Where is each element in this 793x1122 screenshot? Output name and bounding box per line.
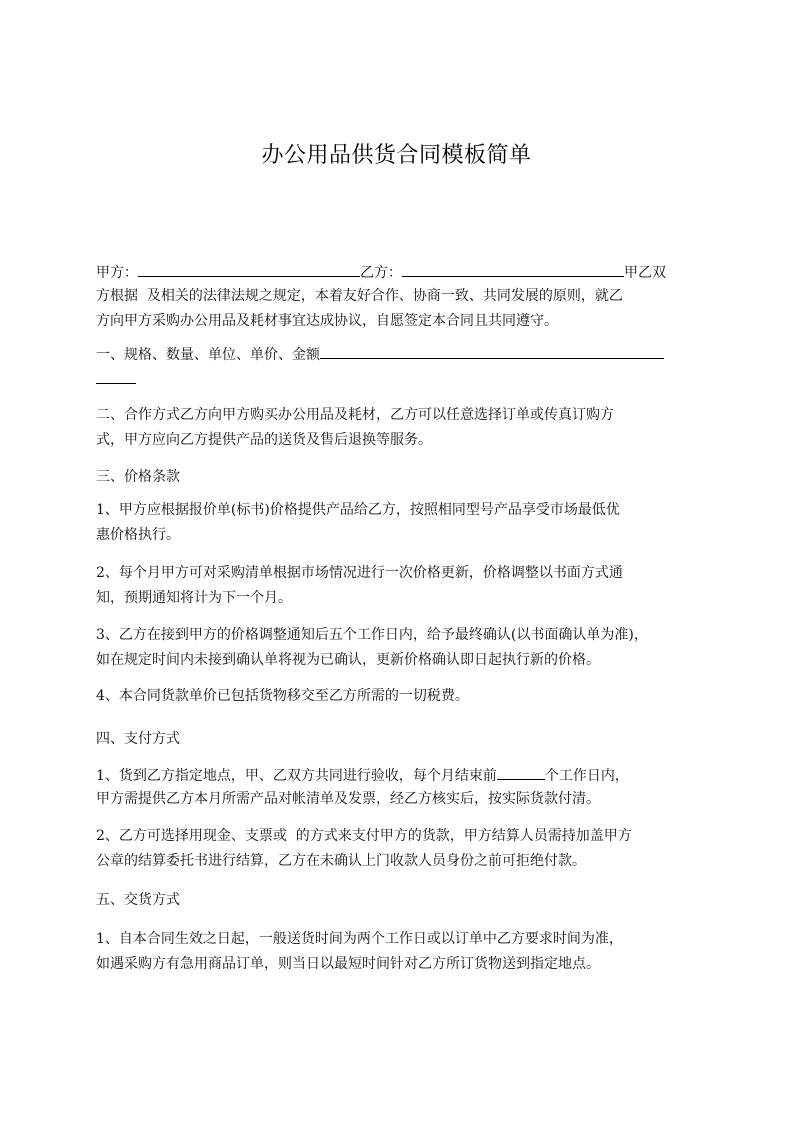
party-b-blank [402, 259, 624, 277]
parties-paragraph [96, 259, 706, 334]
section-3-item-3-line-1: 3、乙方在接到甲方的价格调整通知后五个工作日内，给予最终确认(以书面确认单为准)， [96, 627, 648, 643]
section-1-paragraph [96, 341, 706, 391]
section-4-heading: 四、支付方式 [96, 731, 180, 747]
section-3-item-2-line-1: 2、每个月甲方可对采购清单根据市场情况进行一次价格更新，价格调整以书面方式通 [96, 565, 623, 581]
section-1-line-2 [96, 366, 706, 391]
parties-line-2: 方根据 及相关的法律法规之规定，本着友好合作、协商一致、共同发展的原则，就乙 [96, 288, 623, 304]
section-4-item-1-line-2: 甲方需提供乙方本月所需产品对帐清单及发票，经乙方核实后，按实际货款付清。 [96, 791, 600, 807]
section-3-item-4: 4、本合同货款单价已包括货物移交至乙方所需的一切税费。 [96, 688, 469, 704]
section-5-item-1-line-1: 1、自本合同生效之日起，一般送货时间为两个工作日或以订单中乙方要求时间为准， [96, 931, 623, 947]
party-b-label: 乙方： [360, 265, 402, 281]
spec-blank-continued [96, 366, 136, 384]
section-3-item-1-line-1: 1、甲方应根据报价单(标书)价格提供产品给乙方，按照相同型号产品享受市场最低优 [96, 502, 620, 518]
section-3-heading: 三、价格条款 [96, 469, 180, 485]
section-3-item-1 [96, 498, 706, 548]
section-1-heading: 一、规格、数量、单位、单价、金额 [96, 347, 320, 363]
section-5-item-1 [96, 927, 706, 977]
section-4-item-1-text-b: 个工作日内， [544, 768, 629, 784]
section-3-item-2 [96, 561, 706, 611]
parties-line-1-tail: 甲乙双 [624, 265, 666, 281]
section-4-item-1-text-a: 1、货到乙方指定地点，甲、乙双方共同进行验收，每个月结束前 [96, 768, 497, 784]
section-3-item-2-line-2: 知，预期通知将计为下一个月。 [96, 590, 292, 606]
spec-blank [320, 341, 664, 359]
section-4-item-2-line-2: 公章的结算委托书进行结算，乙方在未确认上门收款人员身份之前可拒绝付款。 [96, 853, 586, 869]
section-3-item-1-line-2: 惠价格执行。 [96, 527, 180, 543]
section-4-item-1-line-1 [96, 762, 706, 787]
section-3-item-3 [96, 623, 706, 673]
section-3-item-3-line-2: 如在规定时间内未接到确认单将视为已确认，更新价格确认即日起执行新的价格。 [96, 652, 600, 668]
section-1-line-1 [96, 341, 706, 366]
working-days-blank [497, 762, 545, 780]
section-2-line-2: 式，甲方应向乙方提供产品的送货及售后退换等服务。 [96, 432, 432, 448]
section-4-item-2-line-1: 2、乙方可选择用现金、支票或 的方式来支付甲方的货款，甲方结算人员需持加盖甲方 [96, 828, 632, 844]
section-4-item-2 [96, 824, 706, 874]
parties-line-1 [96, 259, 706, 284]
document-title: 办公用品供货合同模板简单 [261, 143, 532, 168]
party-a-blank [138, 259, 360, 277]
section-2-paragraph [96, 403, 706, 453]
section-5-item-1-line-2: 如遇采购方有急用商品订单，则当日以最短时间针对乙方所订货物送到指定地点。 [96, 956, 600, 972]
section-4-item-1 [96, 762, 706, 812]
section-2-line-1: 二、合作方式乙方向甲方购买办公用品及耗材，乙方可以任意选择订单或传真订购方 [96, 407, 614, 423]
party-a-label: 甲方： [96, 265, 138, 281]
section-5-heading: 五、交货方式 [96, 892, 180, 908]
parties-line-3: 方向甲方采购办公用品及耗材事宜达成协议，自愿签定本合同且共同遵守。 [96, 313, 558, 329]
